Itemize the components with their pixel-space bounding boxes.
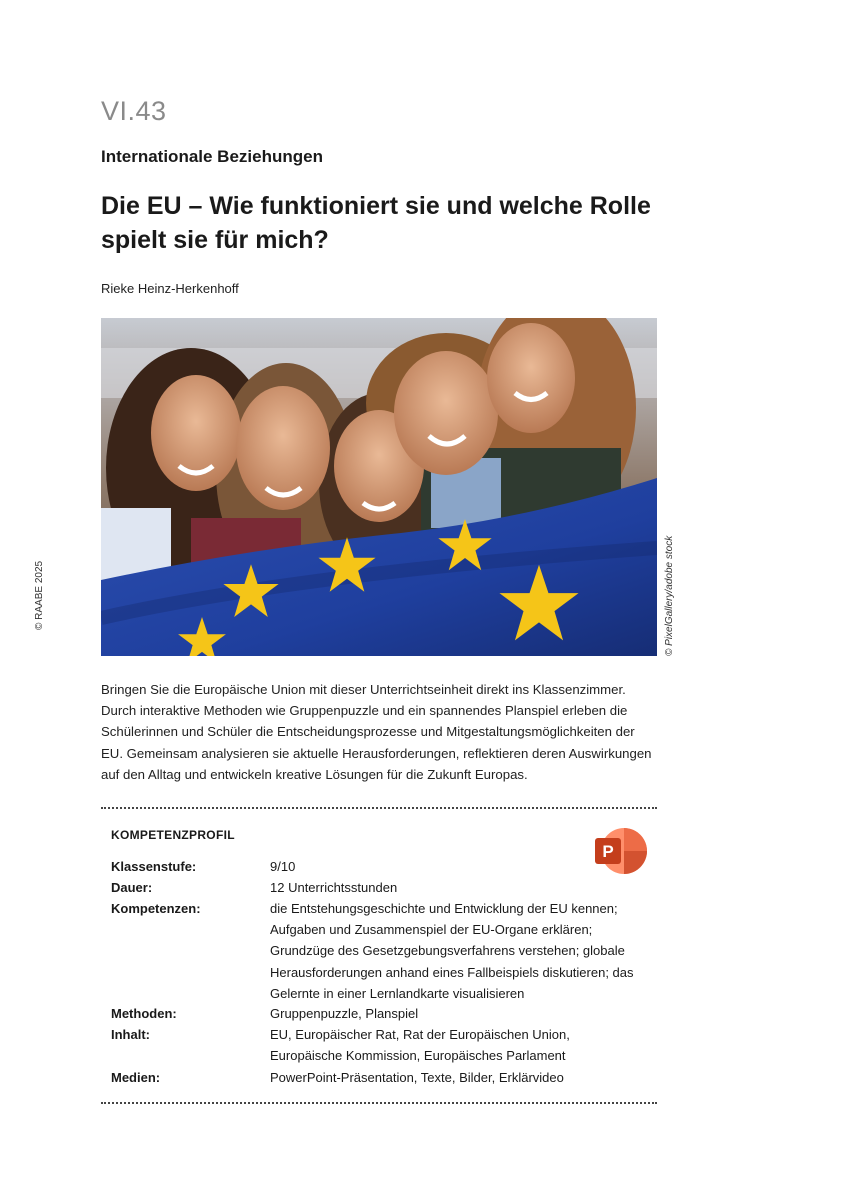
section-title: Internationale Beziehungen xyxy=(101,147,323,166)
intro-paragraph: Bringen Sie die Europäische Union mit dieser Unterrichtseinheit direkt ins Klassenzimmer. Durch interaktive Methoden wie Gruppenpuzzle und ein spannendes Planspiel erleben die Schülerinnen und Schüler die Entscheidungsprozesse und Mitgestaltungsmöglichkeiten der EU. Gemeinsam analysieren sie aktuelle Herausforderungen, reflektieren deren Auswirkungen auf den Alltag und entwickeln kreative Lösungen für die Zukunft Europas. xyxy=(101,682,652,782)
divider-top xyxy=(101,807,657,809)
kp-value: PowerPoint-Präsentation, Texte, Bilder, Erklärvideo xyxy=(270,1070,564,1085)
kp-label: Inhalt: xyxy=(111,1027,150,1042)
kp-label: Medien: xyxy=(111,1070,161,1085)
unit-code: VI.43 xyxy=(101,96,167,126)
cover-photo xyxy=(101,318,657,656)
copyright-notice: © RAABE 2025 xyxy=(34,560,45,630)
kp-label: Klassenstufe: xyxy=(111,859,197,874)
kp-value: die Entstehungsgeschichte und Entwicklung der EU kennen; Aufgaben und Zusammenspiel der EU-Organe erklären; Grundzüge des Gesetzgebungsverfahrens verstehen; globale Herausforderungen anhand eines Fallbeispiels diskutieren; das Gelernte in einer Lernlandkarte visualisieren xyxy=(270,901,634,1001)
kp-value: 12 Unterrichtsstunden xyxy=(270,880,398,895)
kp-value: Gruppenpuzzle, Planspiel xyxy=(270,1006,419,1021)
kompetenzprofil-heading: KOMPETENZPROFIL xyxy=(111,828,235,842)
kp-value: EU, Europäischer Rat, Rat der Europäischen Union, Europäische Kommission, Europäisches Parlament xyxy=(270,1027,570,1064)
kp-value: 9/10 xyxy=(270,859,296,874)
page-title: Die EU – Wie funktioniert sie und welche Rolle spielt sie für mich? xyxy=(101,192,651,254)
kp-label: Dauer: xyxy=(111,880,153,895)
photo-credit: © PixelGallery/adobe stock xyxy=(664,535,675,656)
powerpoint-icon-letter: P xyxy=(602,842,614,861)
divider-bottom xyxy=(101,1102,657,1104)
author: Rieke Heinz-Herkenhoff xyxy=(101,281,239,296)
kp-label: Methoden: xyxy=(111,1006,177,1021)
kp-label: Kompetenzen: xyxy=(111,901,201,916)
